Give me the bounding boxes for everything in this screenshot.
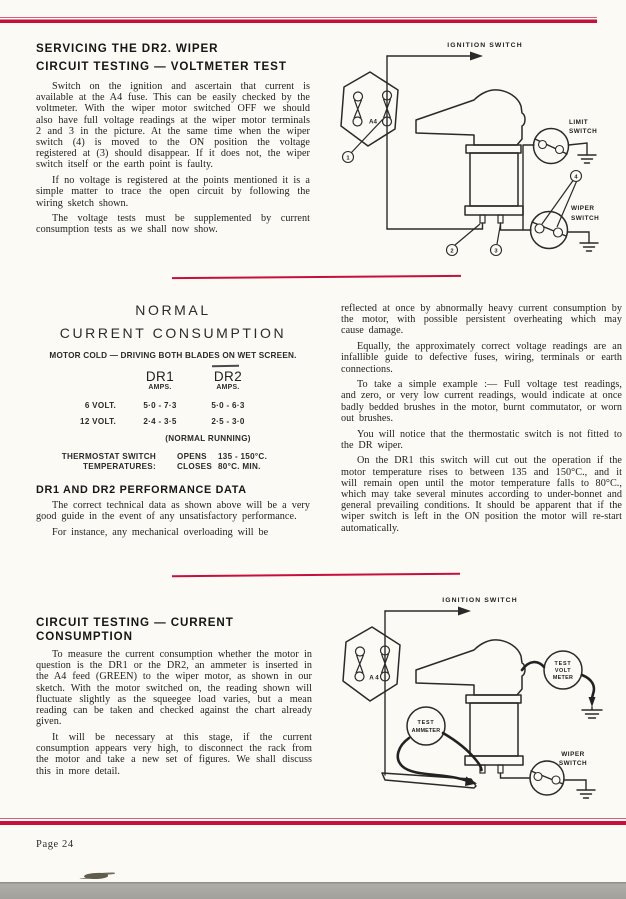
ignition-arrow-icon	[387, 52, 483, 61]
fuse-label: A 4	[369, 674, 379, 682]
paragraph: You will notice that the thermostatic switch is not fitted to the DR wiper.	[341, 428, 622, 451]
wiper-switch-icon	[531, 212, 568, 249]
paragraph: To measure the current consumption whether the motor in question is the DR1 or the DR2, an ammeter is inserted in the A4 feed (GREEN) to the wiper motor, as shown in our sketch. With the motor switched on, the reading shown will fluctuate slightly as the squeegee load varies, but a mean reading can be taken and checked against the chart already given.	[36, 649, 312, 728]
paragraph: On the DR1 this switch will cut out the operation if the motor temperature rises to between 135 and 150°C., and it will remain open until the motor temperature falls to 80°C., which may take several minutes according to under-bonnet and general prevailing conditions. It should be apparent that if the wiper switch is left in the ON position the motor will re-start automatically.	[341, 455, 622, 534]
paragraph: Equally, the approximately correct voltage readings are an infallible guide to defective fuses, wiring, terminals or earth connections.	[341, 341, 622, 375]
current-consumption-section	[36, 616, 312, 781]
svg-text:1: 1	[346, 155, 350, 162]
wiper-feed-wire	[501, 773, 531, 778]
svg-text:2: 2	[450, 248, 454, 255]
column-header-dr2: DR2	[213, 369, 243, 384]
paragraph: If no voltage is registered at the points mentioned it is a simple matter to trace the open circuit by following the wiring sketch shown.	[36, 175, 310, 209]
table-note: (NORMAL RUNNING)	[165, 434, 251, 443]
test-voltmeter-icon	[544, 651, 582, 689]
table-title-line-1: NORMAL	[135, 302, 211, 318]
section-heading	[36, 40, 310, 75]
unit-label: AMPS.	[148, 384, 172, 391]
earth-ground-icon	[568, 232, 599, 251]
svg-text:TEST: TEST	[417, 720, 435, 726]
limit-switch-icon	[534, 129, 569, 164]
svg-text:4: 4	[574, 174, 578, 181]
thermostat-block: THERMOSTAT SWITCH OPENS 135 - 150°C. TEMPERATURES: CLOSES 80°C. MIN.	[61, 452, 268, 472]
heading-line-2: CONSUMPTION	[36, 629, 133, 643]
heading-line-1: CIRCUIT TESTING — CURRENT	[36, 616, 234, 629]
fusebox-icon	[341, 72, 398, 146]
svg-text:3: 3	[494, 248, 498, 255]
limit-switch-label: SWITCH	[569, 128, 598, 135]
svg-text:TEST: TEST	[554, 661, 572, 667]
table-row: 12 VOLT. 2·4 - 3·5 2·5 - 3·0	[80, 417, 245, 426]
scan-smudge	[84, 873, 108, 880]
section-heading	[36, 616, 312, 643]
normal-consumption-section	[30, 302, 316, 360]
paragraph: It will be necessary at this stage, if the current consumption appears very high, to disconnect the rack from the motor and take a new set of figures. We shall discuss this in more detail.	[36, 731, 312, 777]
performance-data-section	[36, 484, 310, 543]
earth-ground-icon	[569, 143, 597, 163]
earth-ground-icon	[564, 780, 595, 798]
paragraph: reflected at once by abnormally heavy current consumption by the motor, with possible persistent overheating which may cause damage.	[341, 303, 622, 337]
fusebox-icon	[343, 627, 400, 701]
svg-text:METER: METER	[552, 675, 574, 681]
limit-switch-label: LIMIT	[569, 119, 589, 126]
scanner-background	[0, 882, 626, 899]
unit-label: AMPS.	[216, 384, 240, 391]
consumption-table	[36, 369, 282, 472]
voltmeter-wiring-diagram	[330, 33, 626, 285]
paragraph: The correct technical data as shown above will be a very good guide in the event of any unsatisfactory performance.	[36, 500, 310, 523]
top-red-rule	[0, 17, 597, 23]
paragraph: The voltage tests must be supplemented by current consumption tests as we shall now show.	[36, 213, 310, 236]
svg-text:AMMETER: AMMETER	[411, 728, 441, 734]
table-subtitle: MOTOR COLD — DRIVING BOTH BLADES ON WET SCREEN.	[49, 351, 297, 360]
wiper-switch-label: WIPER	[571, 205, 595, 212]
stray-mark	[212, 365, 239, 367]
heading-line-2: CIRCUIT TESTING — VOLTMETER TEST	[36, 59, 287, 73]
wiper-switch-label: WIPER	[561, 751, 585, 758]
ammeter-wiring-diagram	[330, 590, 626, 828]
test-ammeter-icon	[407, 707, 445, 745]
wiper-feed-wire	[501, 223, 532, 230]
svg-text:VOLT: VOLT	[554, 668, 572, 674]
table-title-line-2: CURRENT CONSUMPTION	[59, 325, 287, 341]
ignition-switch-label: IGNITION SWITCH	[442, 597, 518, 604]
table-row: 6 VOLT. 5·0 - 7·3 5·0 - 6·3	[84, 401, 245, 410]
paragraph: For instance, any mechanical overloading will be	[52, 526, 269, 538]
wiper-switch-label: SWITCH	[558, 760, 588, 767]
limit-wire	[523, 145, 534, 230]
voltmeter-test-section	[36, 40, 310, 240]
bottom-red-rule	[0, 818, 626, 825]
wiper-motor-icon	[416, 90, 525, 223]
heading-line-1: SERVICING THE DR2. WIPER	[36, 42, 219, 55]
page-number: Page 24	[36, 839, 74, 850]
divider-rule	[172, 573, 460, 577]
section-heading: DR1 AND DR2 PERFORMANCE DATA	[36, 484, 247, 496]
wiper-switch-label: SWITCH	[571, 215, 600, 222]
ignition-switch-label: IGNITION SWITCH	[447, 42, 523, 49]
ignition-arrow-icon	[385, 607, 471, 616]
paragraph: Switch on the ignition and ascertain that current is available at the A4 fuse. This can be easily checked by the voltmeter. With the wiper motor switched OFF we should also have full voltage readings at the wiper motor terminals 2 and 3 in the picture. At the same time when the wiper switch (4) is moved to the ON position the voltage registered at (3) should disappear. If it does not, the wiper switch itself or the earth point is faulty.	[36, 81, 310, 171]
voltmeter-lead-wire	[582, 675, 594, 698]
paragraph: To take a simple example :— Full voltage test readings, and zero, or very low current readings, would indicate at once badly bedded brushes in the motor, burnt commutator, or worn out brushes.	[341, 379, 622, 424]
right-text-column	[341, 303, 622, 538]
fuse-label: A4	[369, 118, 377, 126]
earth-ground-icon	[582, 707, 602, 718]
lead-arrowhead	[589, 697, 596, 707]
column-header-dr1: DR1	[145, 369, 175, 384]
